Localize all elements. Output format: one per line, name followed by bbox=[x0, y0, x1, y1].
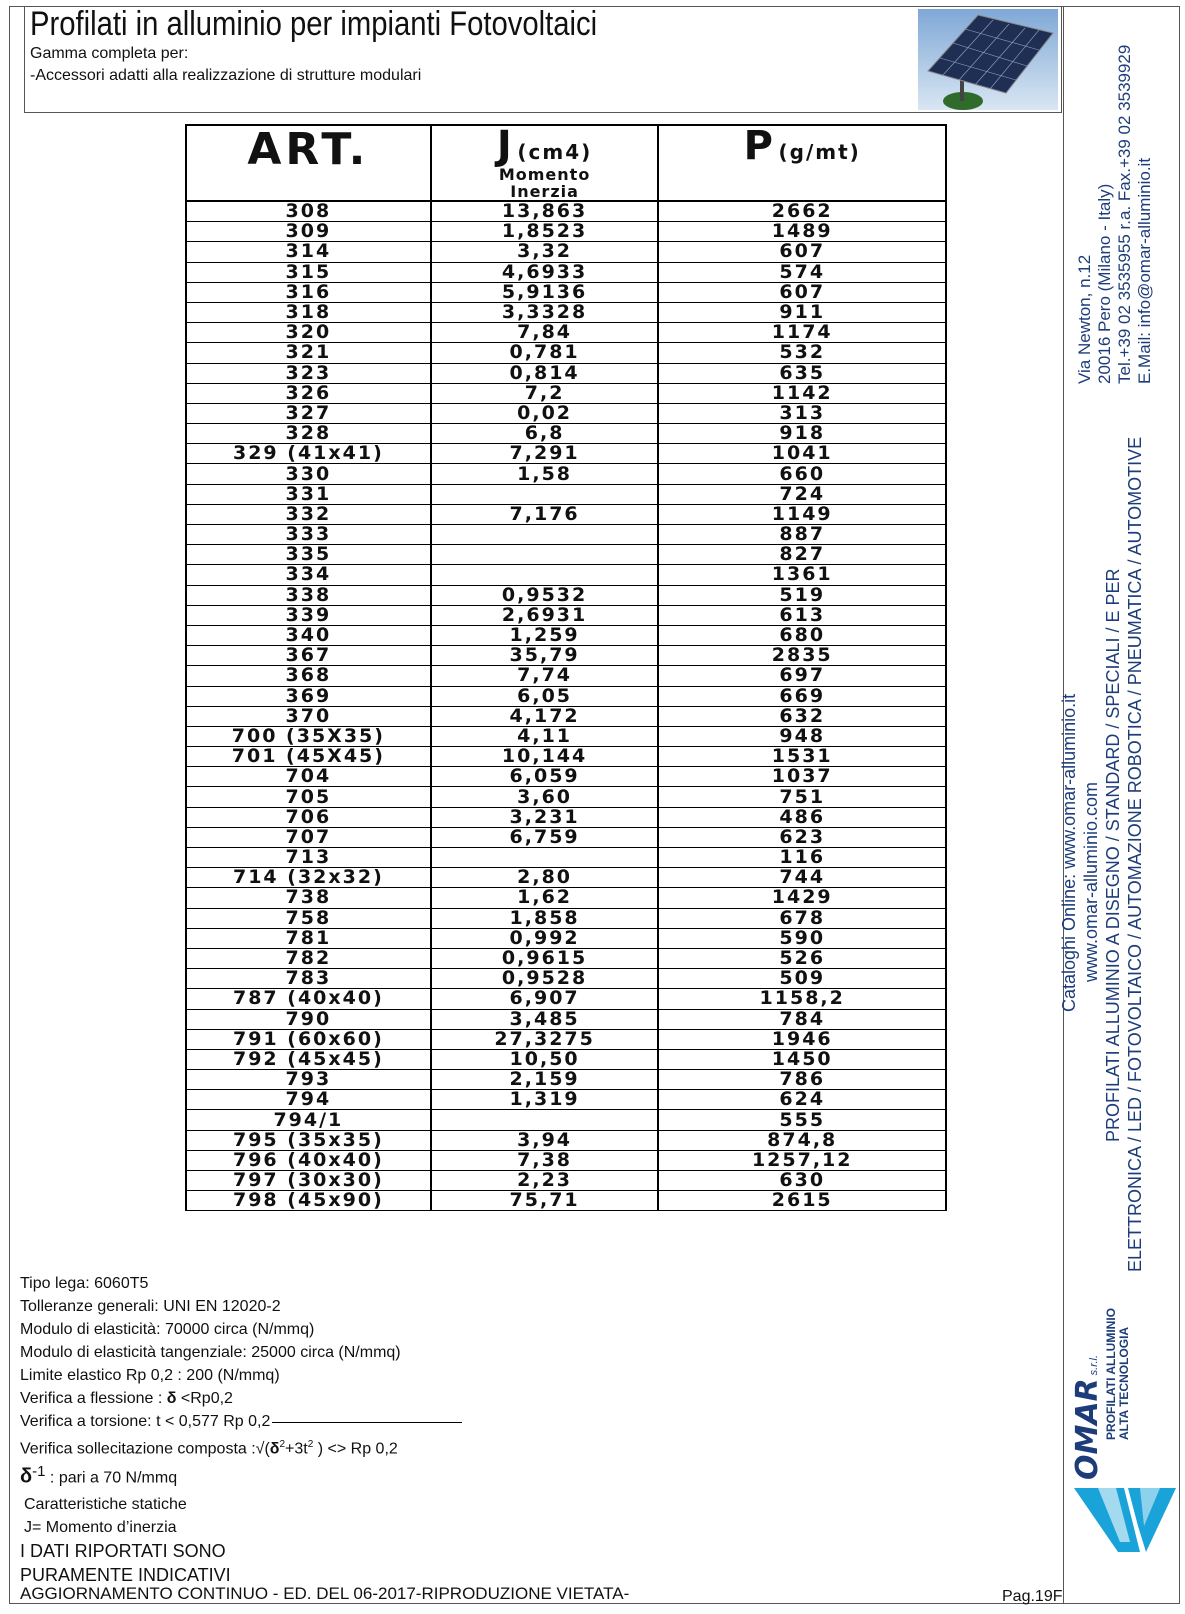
table-row bbox=[186, 686, 946, 706]
cell-j: 2,23 bbox=[431, 1171, 659, 1191]
table-row bbox=[186, 484, 946, 504]
cell-p: 678 bbox=[658, 908, 946, 928]
email: E.Mail: info@omar-alluminio.it bbox=[1135, 157, 1154, 384]
cell-art: 328 bbox=[186, 424, 431, 444]
cell-p: 1257,12 bbox=[658, 1150, 946, 1170]
cell-art: 309 bbox=[186, 222, 431, 242]
disclaimer-line2: PURAMENTE INDICATIVI bbox=[20, 1564, 231, 1585]
cell-art: 314 bbox=[186, 242, 431, 262]
cell-p: 724 bbox=[658, 484, 946, 504]
cell-art: 340 bbox=[186, 625, 431, 645]
table-row bbox=[186, 464, 946, 484]
cell-art: 331 bbox=[186, 484, 431, 504]
disclaimer-line1: I DATI RIPORTATI SONO bbox=[20, 1540, 226, 1561]
cell-art: 700 (35X35) bbox=[186, 726, 431, 746]
cell-j: 0,9528 bbox=[431, 969, 659, 989]
table-row bbox=[186, 565, 946, 585]
solar-panel-image bbox=[918, 9, 1058, 110]
table-row bbox=[186, 747, 946, 767]
cell-p: 635 bbox=[658, 363, 946, 383]
spec-flessione-rp: <Rp0,2 bbox=[176, 1390, 233, 1407]
cell-p: 660 bbox=[658, 464, 946, 484]
company-logo bbox=[1068, 1308, 1180, 1560]
spec-torsione-text: Verifica a torsione: t < 0,577 Rp 0,2 bbox=[20, 1413, 271, 1430]
cell-p: 2835 bbox=[658, 646, 946, 666]
table-row bbox=[186, 282, 946, 302]
cell-p: 486 bbox=[658, 807, 946, 827]
cell-p: 509 bbox=[658, 969, 946, 989]
cell-art: 783 bbox=[186, 969, 431, 989]
cell-art: 704 bbox=[186, 767, 431, 787]
table-row bbox=[186, 625, 946, 645]
cell-j: 2,159 bbox=[431, 1070, 659, 1090]
spec-flessione-delta: δ bbox=[166, 1390, 177, 1407]
cell-art: 339 bbox=[186, 605, 431, 625]
cell-p: 948 bbox=[658, 726, 946, 746]
table-row bbox=[186, 1049, 946, 1069]
table-row bbox=[186, 848, 946, 868]
cell-p: 669 bbox=[658, 686, 946, 706]
spec-flessione bbox=[20, 1387, 462, 1410]
spec-delta bbox=[20, 1460, 462, 1489]
spec-composta-delta: δ bbox=[269, 1440, 280, 1458]
cell-p: 1946 bbox=[658, 1029, 946, 1049]
cell-j: 0,992 bbox=[431, 928, 659, 948]
table-row bbox=[186, 585, 946, 605]
cell-p: 784 bbox=[658, 1009, 946, 1029]
table-row bbox=[186, 928, 946, 948]
table-row bbox=[186, 201, 946, 222]
cell-j: 35,79 bbox=[431, 646, 659, 666]
table-row bbox=[186, 767, 946, 787]
logo-name: OMAR bbox=[1070, 1378, 1105, 1480]
table-row bbox=[186, 787, 946, 807]
header-j bbox=[431, 125, 659, 201]
cell-j: 27,3275 bbox=[431, 1029, 659, 1049]
spec-composta-exp1: 2 bbox=[279, 1439, 286, 1450]
cell-p: 827 bbox=[658, 545, 946, 565]
cell-art: 330 bbox=[186, 464, 431, 484]
cell-p: 2615 bbox=[658, 1191, 946, 1211]
cell-art: 787 (40x40) bbox=[186, 989, 431, 1009]
contact-block bbox=[1075, 45, 1155, 384]
catalog-online: Cataloghi Online: www.omar-alluminio.it bbox=[1059, 693, 1079, 1012]
cell-p: 623 bbox=[658, 827, 946, 847]
cell-p: 1158,2 bbox=[658, 989, 946, 1009]
cell-p: 613 bbox=[658, 605, 946, 625]
cell-p: 1429 bbox=[658, 888, 946, 908]
cell-art: 323 bbox=[186, 363, 431, 383]
table-row bbox=[186, 726, 946, 746]
spec-flessione-text: Verifica a flessione : bbox=[20, 1390, 167, 1407]
cell-p: 887 bbox=[658, 525, 946, 545]
cell-art: 795 (35x35) bbox=[186, 1130, 431, 1150]
header-art bbox=[186, 125, 431, 201]
table-row bbox=[186, 504, 946, 524]
logo-text bbox=[1070, 1308, 1131, 1480]
cell-p: 116 bbox=[658, 848, 946, 868]
cell-j bbox=[431, 484, 659, 504]
cell-art: 369 bbox=[186, 686, 431, 706]
cell-j bbox=[431, 525, 659, 545]
cell-j: 1,58 bbox=[431, 464, 659, 484]
header-j-sub1: Momento bbox=[498, 165, 591, 184]
header-p-symbol: P bbox=[743, 123, 773, 169]
cell-j bbox=[431, 545, 659, 565]
cell-j: 7,2 bbox=[431, 383, 659, 403]
cell-p: 624 bbox=[658, 1090, 946, 1110]
logo-tagline1: PROFILATI ALLUMINIO bbox=[1104, 1308, 1118, 1440]
cell-p: 555 bbox=[658, 1110, 946, 1130]
spec-delta-exp: -1 bbox=[32, 1463, 46, 1481]
cell-p: 1361 bbox=[658, 565, 946, 585]
specs-block bbox=[20, 1272, 462, 1587]
table-row bbox=[186, 1171, 946, 1191]
cell-p: 1149 bbox=[658, 504, 946, 524]
cell-art: 706 bbox=[186, 807, 431, 827]
table-row bbox=[186, 948, 946, 968]
cell-p: 607 bbox=[658, 242, 946, 262]
cell-j: 7,74 bbox=[431, 666, 659, 686]
cell-art: 781 bbox=[186, 928, 431, 948]
cell-p: 918 bbox=[658, 424, 946, 444]
spec-lega: Tipo lega: 6060T5 bbox=[20, 1275, 149, 1292]
table-row bbox=[186, 545, 946, 565]
cell-j: 0,9532 bbox=[431, 585, 659, 605]
cell-art: 758 bbox=[186, 908, 431, 928]
cell-art: 792 (45x45) bbox=[186, 1049, 431, 1069]
spec-j-definition: J= Momento d’inerzia bbox=[24, 1518, 177, 1536]
table-row bbox=[186, 888, 946, 908]
cell-j: 7,176 bbox=[431, 504, 659, 524]
spec-composta-exp2: 2 bbox=[307, 1439, 314, 1450]
table-row bbox=[186, 444, 946, 464]
table-row bbox=[186, 908, 946, 928]
cell-j: 3,485 bbox=[431, 1009, 659, 1029]
cell-j: 7,291 bbox=[431, 444, 659, 464]
cell-art: 793 bbox=[186, 1070, 431, 1090]
cell-j: 3,231 bbox=[431, 807, 659, 827]
cell-p: 519 bbox=[658, 585, 946, 605]
cell-j: 3,32 bbox=[431, 242, 659, 262]
header-j-unit: (cm4) bbox=[517, 140, 593, 164]
cell-art: 315 bbox=[186, 262, 431, 282]
cell-art: 790 bbox=[186, 1009, 431, 1029]
cell-art: 797 (30x30) bbox=[186, 1171, 431, 1191]
cell-art: 367 bbox=[186, 646, 431, 666]
cell-art: 701 (45X45) bbox=[186, 747, 431, 767]
subtitle-accessories: -Accessori adatti alla realizzazione di strutture modulari bbox=[30, 67, 422, 84]
table-row bbox=[186, 646, 946, 666]
cell-p: 526 bbox=[658, 948, 946, 968]
cell-j: 10,50 bbox=[431, 1049, 659, 1069]
cell-art: 794 bbox=[186, 1090, 431, 1110]
cell-p: 1142 bbox=[658, 383, 946, 403]
cell-p: 786 bbox=[658, 1070, 946, 1090]
spec-composta-text: Verifica sollecitazione composta :√( bbox=[20, 1440, 270, 1458]
cell-p: 1041 bbox=[658, 444, 946, 464]
header-j-sub2: Inerzia bbox=[510, 182, 579, 201]
table-row bbox=[186, 1090, 946, 1110]
cell-art: 338 bbox=[186, 585, 431, 605]
table-row bbox=[186, 1029, 946, 1049]
spec-tolleranze: Tolleranze generali: UNI EN 12020-2 bbox=[20, 1298, 281, 1315]
table-row bbox=[186, 343, 946, 363]
subtitle-range: Gamma completa per: bbox=[30, 45, 189, 62]
cell-j: 3,60 bbox=[431, 787, 659, 807]
cell-art: 329 (41x41) bbox=[186, 444, 431, 464]
cell-p: 590 bbox=[658, 928, 946, 948]
cell-j bbox=[431, 848, 659, 868]
table-row bbox=[186, 525, 946, 545]
spec-rule bbox=[272, 1410, 462, 1423]
logo-wordmark bbox=[1070, 1308, 1105, 1480]
table-row bbox=[186, 424, 946, 444]
spec-torsione bbox=[20, 1410, 462, 1433]
spec-modulo: Modulo di elasticità: 70000 circa (N/mmq) bbox=[20, 1321, 315, 1338]
profiles-table bbox=[185, 124, 947, 1211]
cell-j: 75,71 bbox=[431, 1191, 659, 1211]
catalog-products: PROFILATI ALLUMINIO A DISEGNO / STANDARD / SPECIALI / E PER bbox=[1103, 568, 1123, 1142]
cell-art: 320 bbox=[186, 323, 431, 343]
cell-art: 326 bbox=[186, 383, 431, 403]
spec-modulo-tangenziale: Modulo di elasticità tangenziale: 25000 circa (N/mmq) bbox=[20, 1344, 401, 1361]
cell-p: 1489 bbox=[658, 222, 946, 242]
cell-j: 4,172 bbox=[431, 706, 659, 726]
cell-p: 632 bbox=[658, 706, 946, 726]
cell-j: 6,059 bbox=[431, 767, 659, 787]
table-row bbox=[186, 868, 946, 888]
cell-art: 798 (45x90) bbox=[186, 1191, 431, 1211]
phone-fax: Tel.+39 02 3535955 r.a. Fax.+39 02 3539929 bbox=[1115, 44, 1134, 384]
table-row bbox=[186, 323, 946, 343]
table-header-row bbox=[186, 125, 946, 201]
table-row bbox=[186, 827, 946, 847]
cell-p: 1037 bbox=[658, 767, 946, 787]
table-row bbox=[186, 706, 946, 726]
cell-j: 6,8 bbox=[431, 424, 659, 444]
table-row bbox=[186, 403, 946, 423]
cell-p: 1450 bbox=[658, 1049, 946, 1069]
cell-art: 332 bbox=[186, 504, 431, 524]
cell-art: 321 bbox=[186, 343, 431, 363]
cell-j: 0,781 bbox=[431, 343, 659, 363]
cell-j: 4,11 bbox=[431, 726, 659, 746]
cell-j: 0,814 bbox=[431, 363, 659, 383]
table-row bbox=[186, 1009, 946, 1029]
table-row bbox=[186, 605, 946, 625]
address-line2: 20016 Pero (Milano - Italy) bbox=[1095, 183, 1114, 384]
header-j-symbol: J bbox=[496, 123, 512, 169]
cell-art: 713 bbox=[186, 848, 431, 868]
cell-j: 10,144 bbox=[431, 747, 659, 767]
cell-j: 6,759 bbox=[431, 827, 659, 847]
cell-j: 3,94 bbox=[431, 1130, 659, 1150]
cell-j: 0,02 bbox=[431, 403, 659, 423]
logo-tagline2: ALTA TECNOLOGIA bbox=[1117, 1326, 1131, 1440]
cell-j: 1,319 bbox=[431, 1090, 659, 1110]
cell-art: 333 bbox=[186, 525, 431, 545]
cell-j: 5,9136 bbox=[431, 282, 659, 302]
cell-art: 327 bbox=[186, 403, 431, 423]
cell-p: 574 bbox=[658, 262, 946, 282]
cell-j: 6,05 bbox=[431, 686, 659, 706]
cell-art: 370 bbox=[186, 706, 431, 726]
cell-art: 796 (40x40) bbox=[186, 1150, 431, 1170]
cell-p: 1531 bbox=[658, 747, 946, 767]
logo-srl: s.r.l. bbox=[1088, 1354, 1100, 1376]
table-body bbox=[186, 201, 946, 1211]
table-row bbox=[186, 222, 946, 242]
cell-j: 0,9615 bbox=[431, 948, 659, 968]
cell-art: 308 bbox=[186, 201, 431, 222]
cell-p: 911 bbox=[658, 302, 946, 322]
catalog-website: www.omar-alluminio.com bbox=[1081, 781, 1101, 982]
cell-j: 6,907 bbox=[431, 989, 659, 1009]
cell-j: 1,8523 bbox=[431, 222, 659, 242]
cell-j: 3,3328 bbox=[431, 302, 659, 322]
cell-j: 1,259 bbox=[431, 625, 659, 645]
cell-p: 2662 bbox=[658, 201, 946, 222]
cell-j: 7,84 bbox=[431, 323, 659, 343]
table-row bbox=[186, 1150, 946, 1170]
cell-p: 1174 bbox=[658, 323, 946, 343]
table-row bbox=[186, 1130, 946, 1150]
cell-art: 707 bbox=[186, 827, 431, 847]
cell-art: 316 bbox=[186, 282, 431, 302]
table-row bbox=[186, 242, 946, 262]
cell-p: 751 bbox=[658, 787, 946, 807]
cell-art: 782 bbox=[186, 948, 431, 968]
table-row bbox=[186, 989, 946, 1009]
table-row bbox=[186, 1110, 946, 1130]
cell-j: 2,6931 bbox=[431, 605, 659, 625]
spec-composta-t: +3t bbox=[285, 1440, 308, 1458]
table-row bbox=[186, 969, 946, 989]
cell-art: 791 (60x60) bbox=[186, 1029, 431, 1049]
spec-delta-text: : pari a 70 N/mmq bbox=[45, 1469, 178, 1487]
table-row bbox=[186, 363, 946, 383]
table-row bbox=[186, 666, 946, 686]
cell-j: 7,38 bbox=[431, 1150, 659, 1170]
cell-p: 630 bbox=[658, 1171, 946, 1191]
cell-art: 318 bbox=[186, 302, 431, 322]
cell-art: 705 bbox=[186, 787, 431, 807]
table-row bbox=[186, 1191, 946, 1211]
cell-p: 744 bbox=[658, 868, 946, 888]
spec-caratteristiche: Caratteristiche statiche bbox=[24, 1495, 187, 1513]
address-line1: Via Newton, n.12 bbox=[1075, 254, 1094, 384]
header-p bbox=[658, 125, 946, 201]
cell-j: 2,80 bbox=[431, 868, 659, 888]
page-number: Pag.19F bbox=[1002, 1588, 1063, 1605]
header-p-unit: (g/mt) bbox=[778, 140, 861, 164]
table-row bbox=[186, 807, 946, 827]
spec-composta-rp: ) <> Rp 0,2 bbox=[313, 1440, 398, 1458]
spec-delta-symbol: δ bbox=[20, 1465, 33, 1488]
cell-art: 335 bbox=[186, 545, 431, 565]
cell-j: 4,6933 bbox=[431, 262, 659, 282]
cell-p: 532 bbox=[658, 343, 946, 363]
cell-j: 13,863 bbox=[431, 201, 659, 222]
cell-j bbox=[431, 1110, 659, 1130]
cell-art: 334 bbox=[186, 565, 431, 585]
cell-j: 1,858 bbox=[431, 908, 659, 928]
cell-p: 313 bbox=[658, 403, 946, 423]
cell-p: 874,8 bbox=[658, 1130, 946, 1150]
cell-art: 714 (32x32) bbox=[186, 868, 431, 888]
table-row bbox=[186, 262, 946, 282]
catalog-block bbox=[1058, 437, 1146, 1272]
cell-art: 368 bbox=[186, 666, 431, 686]
cell-art: 738 bbox=[186, 888, 431, 908]
cell-p: 680 bbox=[658, 625, 946, 645]
footer-edition: AGGIORNAMENTO CONTINUO - ED. DEL 06-2017-RIPRODUZIONE VIETATA- bbox=[20, 1584, 630, 1603]
cell-j: 1,62 bbox=[431, 888, 659, 908]
catalog-sectors: ELETTRONICA / LED / FOTOVOLTAICO / AUTOMAZIONE ROBOTICA / PNEUMATICA / AUTOMOTIVE bbox=[1125, 436, 1145, 1272]
cell-p: 607 bbox=[658, 282, 946, 302]
cell-p: 697 bbox=[658, 666, 946, 686]
table-row bbox=[186, 1070, 946, 1090]
table-row bbox=[186, 302, 946, 322]
header-art-label: ART. bbox=[247, 124, 370, 175]
cell-j bbox=[431, 565, 659, 585]
spec-limite: Limite elastico Rp 0,2 : 200 (N/mmq) bbox=[20, 1367, 280, 1384]
cell-art: 794/1 bbox=[186, 1110, 431, 1130]
table-row bbox=[186, 383, 946, 403]
spec-composta bbox=[20, 1433, 462, 1460]
page-title: Profilati in alluminio per impianti Fotovoltaici bbox=[30, 5, 598, 43]
